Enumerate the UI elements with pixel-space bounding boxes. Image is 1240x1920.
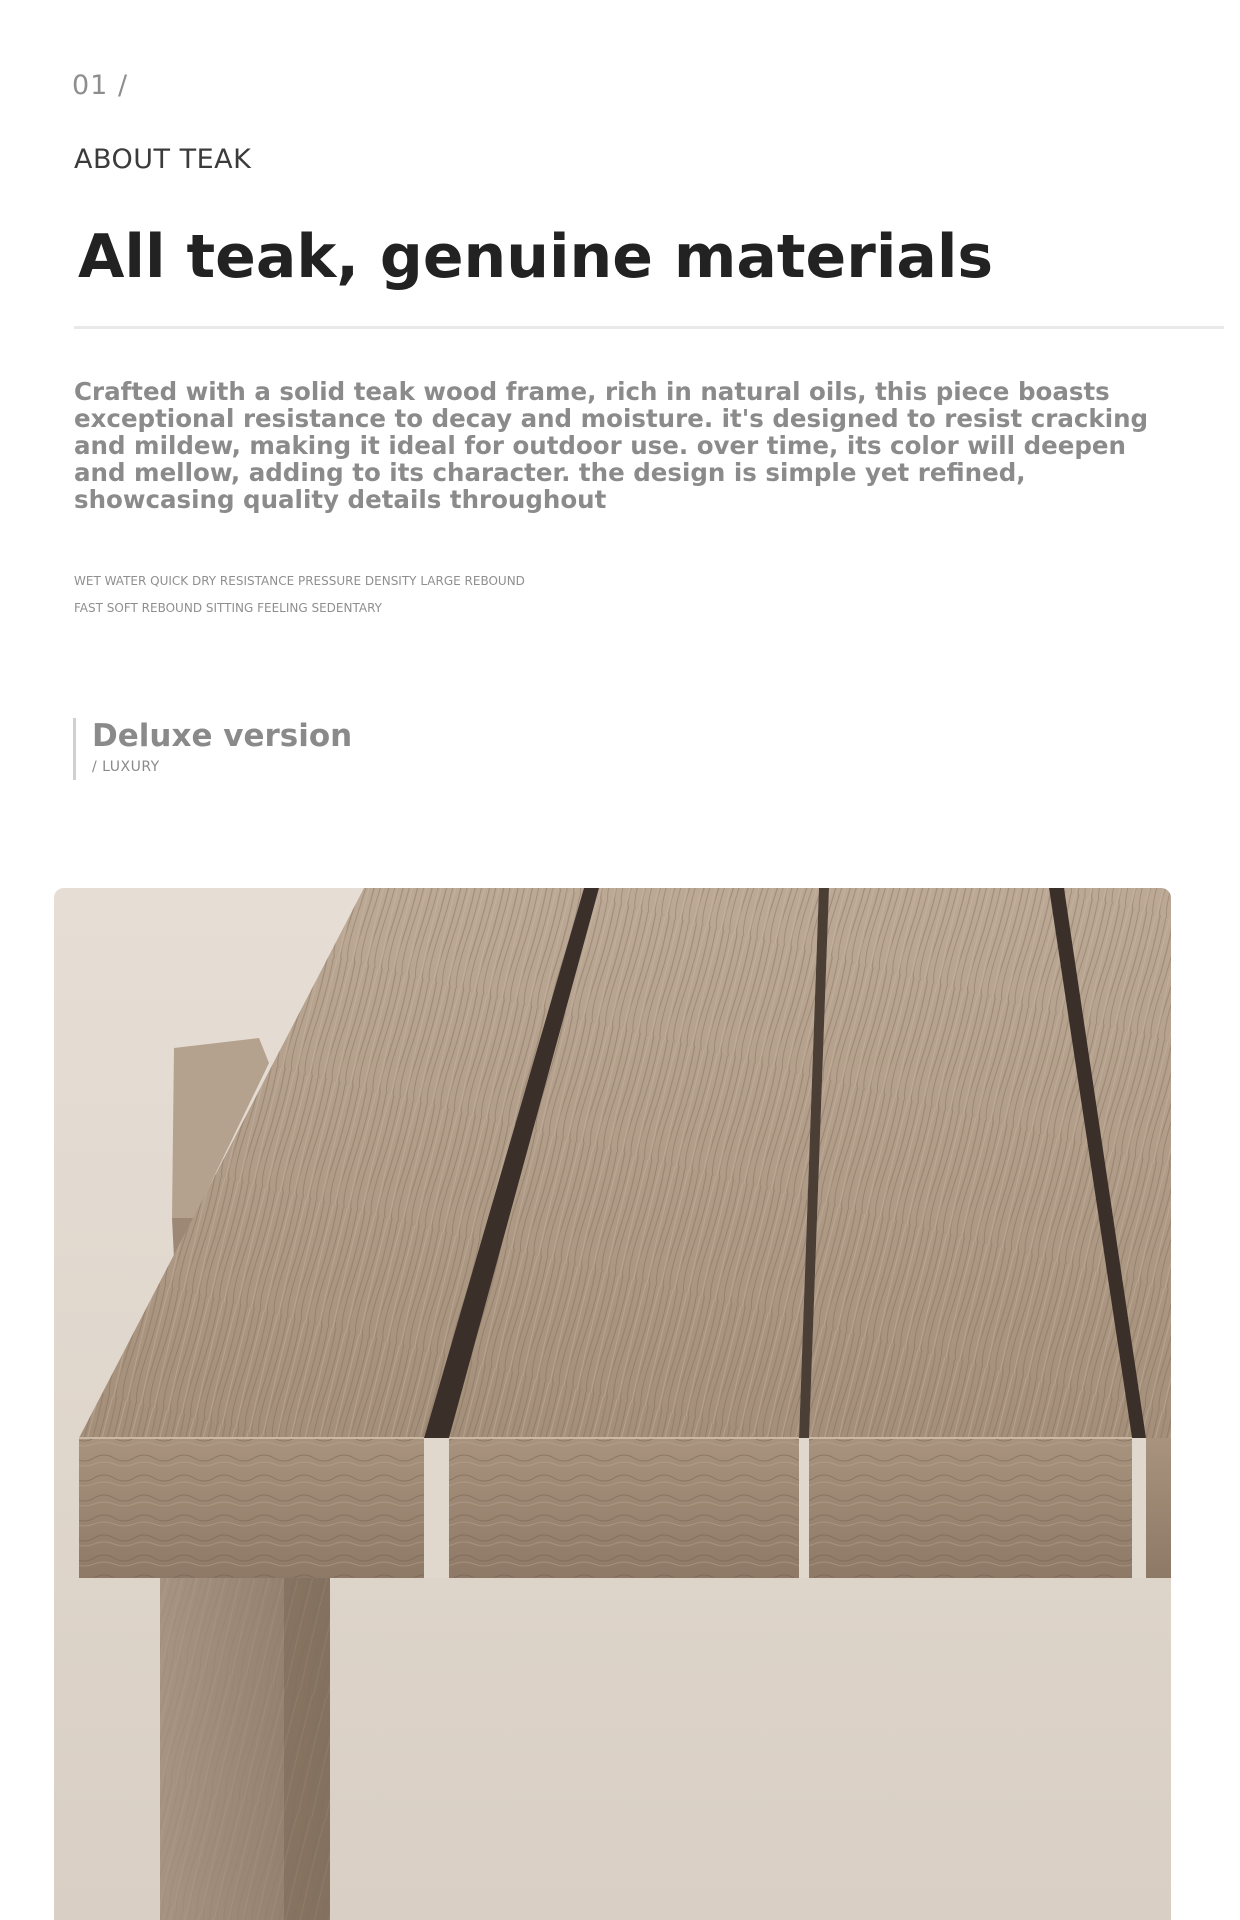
title-divider [74, 326, 1224, 329]
section-number: 01 / [72, 70, 129, 101]
section-eyebrow: ABOUT TEAK [74, 144, 252, 175]
feature-tags [74, 568, 594, 622]
feature-tags-line-2: FAST SOFT REBOUND SITTING FEELING SEDENTARY [74, 601, 382, 615]
version-title: Deluxe version [92, 718, 353, 754]
teak-table-illustration [54, 888, 1171, 1920]
version-block [73, 718, 352, 780]
feature-tags-line-1: WET WATER QUICK DRY RESISTANCE PRESSURE DENSITY LARGE REBOUND [74, 574, 525, 588]
product-photo [54, 888, 1171, 1920]
version-subtitle: / LUXURY [92, 759, 160, 775]
product-description: Crafted with a solid teak wood frame, rich in natural oils, this piece boasts exceptional resistance to decay and moisture. it's designed to resist cracking and mildew, making it ideal for outdoor use. over time, its color will deepen and mellow, adding to its character. the design is simple yet refined, showcasing quality details throughout [74, 377, 1149, 514]
page-title: All teak, genuine materials [78, 222, 994, 292]
